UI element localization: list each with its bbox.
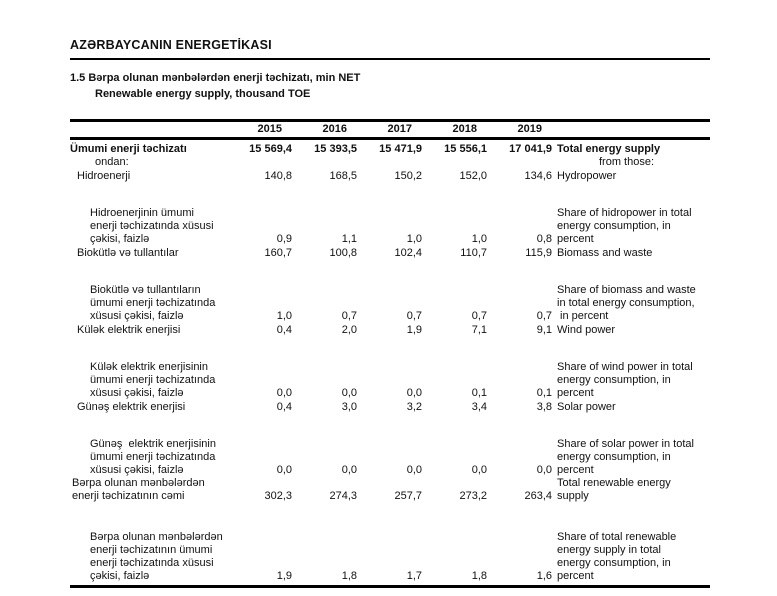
table-header-row bbox=[70, 119, 710, 140]
row-label-az bbox=[70, 401, 227, 414]
value-cell: 115,9 bbox=[525, 247, 552, 259]
document-title: AZƏRBAYCANIN ENERGETİKASI bbox=[70, 0, 710, 60]
value-cell: 150,2 bbox=[394, 170, 422, 182]
label-line: ümumi enerji təchizatında bbox=[90, 297, 216, 309]
label-line: xüsusi çəkisi, faizlə bbox=[90, 310, 184, 322]
value-cell: 1,0 bbox=[471, 233, 487, 245]
row-label-en bbox=[552, 477, 710, 503]
table-row bbox=[70, 246, 710, 260]
label-line: Share of wind power in total bbox=[557, 361, 693, 373]
label-line: Günəş elektrik enerjisinin bbox=[90, 438, 216, 450]
value-cell: 263,4 bbox=[524, 490, 552, 502]
value-cell: 15 471,9 bbox=[379, 143, 422, 155]
label-line: in total energy consumption, bbox=[557, 297, 695, 309]
value-cell: 168,5 bbox=[329, 170, 357, 182]
label-line: Share of hidropower in total bbox=[557, 207, 692, 219]
row-label-en bbox=[552, 361, 710, 400]
label-line: Share of total renewable bbox=[557, 531, 677, 543]
label-line: percent bbox=[557, 570, 594, 582]
table-row bbox=[70, 207, 710, 246]
label-line: enerji təchizatında xüsusi bbox=[90, 557, 214, 569]
row-label-az bbox=[70, 170, 227, 183]
value-cell: 0,8 bbox=[536, 233, 552, 245]
label-line: Biokütlə və tullantıların bbox=[90, 284, 201, 296]
value-cell: 102,4 bbox=[394, 247, 422, 259]
row-label-az bbox=[70, 247, 227, 260]
year-column-header: 2019 bbox=[517, 123, 542, 135]
value-cell: 1,0 bbox=[276, 310, 292, 322]
table-row bbox=[70, 531, 710, 583]
label-line: Hidroenerjinin ümumi bbox=[90, 207, 194, 219]
row-label-en bbox=[552, 207, 710, 246]
label-line: Bərpa olunan mənbələrdən bbox=[90, 531, 223, 543]
value-cell: 0,0 bbox=[341, 387, 357, 399]
value-cell: 17 041,9 bbox=[509, 143, 552, 155]
label-line: energy consumption, in bbox=[557, 220, 671, 232]
value-cell: 140,8 bbox=[264, 170, 292, 182]
row-label-az bbox=[70, 477, 227, 503]
row-label-en bbox=[552, 284, 710, 323]
row-label-en bbox=[552, 143, 710, 169]
label-line: percent bbox=[557, 464, 594, 476]
value-cell: 1,0 bbox=[406, 233, 422, 245]
value-cell: 1,8 bbox=[471, 570, 487, 582]
page-content bbox=[70, 0, 710, 588]
value-cell: 0,0 bbox=[536, 464, 552, 476]
label-line: Hydropower bbox=[557, 170, 617, 182]
table-caption-en: Renewable energy supply, thousand TOE bbox=[95, 87, 311, 100]
row-label-en bbox=[552, 324, 710, 337]
row-label-az bbox=[70, 361, 227, 400]
value-cell: 1,1 bbox=[341, 233, 357, 245]
value-cell: 110,7 bbox=[460, 247, 487, 259]
table-row bbox=[70, 361, 710, 400]
table-caption bbox=[70, 71, 710, 102]
value-cell: 100,8 bbox=[329, 247, 357, 259]
value-cell: 1,8 bbox=[341, 570, 357, 582]
value-cell: 134,6 bbox=[524, 170, 552, 182]
row-label-en bbox=[552, 438, 710, 477]
value-cell: 15 569,4 bbox=[249, 143, 292, 155]
table-row bbox=[70, 323, 710, 337]
label-line: supply bbox=[557, 490, 589, 502]
label-line: Ümumi enerji təchizatı bbox=[70, 143, 187, 155]
label-line: Biokütlə və tullantılar bbox=[77, 247, 179, 259]
label-line: percent bbox=[557, 387, 594, 399]
value-cell: 0,7 bbox=[471, 310, 487, 322]
value-cell: 273,2 bbox=[459, 490, 487, 502]
value-cell: 1,9 bbox=[276, 570, 292, 582]
label-line: Share of solar power in total bbox=[557, 438, 694, 450]
value-cell: 1,6 bbox=[536, 570, 552, 582]
value-cell: 1,9 bbox=[406, 324, 422, 336]
value-cell: 0,0 bbox=[276, 464, 292, 476]
renewable-energy-table bbox=[70, 119, 710, 588]
row-label-az bbox=[70, 284, 227, 323]
label-line: Wind power bbox=[557, 324, 616, 336]
row-label-en bbox=[552, 247, 710, 260]
year-column-header: 2018 bbox=[452, 123, 477, 135]
label-line: xüsusi çəkisi, faizlə bbox=[90, 464, 184, 476]
label-line: Hidroenerji bbox=[77, 170, 131, 182]
value-cell: 0,0 bbox=[341, 464, 357, 476]
table-body bbox=[70, 140, 710, 588]
label-line: enerji təchizatında xüsusi bbox=[90, 220, 214, 232]
row-label-az bbox=[70, 324, 227, 337]
value-cell: 274,3 bbox=[329, 490, 357, 502]
label-line: Total energy supply bbox=[557, 143, 661, 155]
row-label-az bbox=[70, 207, 227, 246]
label-line: Biomass and waste bbox=[557, 247, 653, 259]
year-column-header: 2015 bbox=[257, 123, 282, 135]
row-label-az bbox=[70, 143, 227, 169]
value-cell: 0,1 bbox=[471, 387, 487, 399]
table-row bbox=[70, 140, 710, 169]
value-cell: 0,4 bbox=[276, 401, 292, 413]
label-line: çəkisi, faizlə bbox=[90, 570, 150, 582]
label-line: Bərpa olunan mənbələrdən bbox=[72, 477, 205, 489]
value-cell: 160,7 bbox=[264, 247, 292, 259]
value-cell: 0,4 bbox=[276, 324, 292, 336]
table-row bbox=[70, 284, 710, 323]
label-line: ondan: bbox=[95, 156, 129, 168]
label-line: percent bbox=[557, 233, 594, 245]
label-line: from those: bbox=[599, 156, 655, 168]
value-cell: 0,0 bbox=[406, 387, 422, 399]
label-line: enerji təchizatının cəmi bbox=[72, 490, 185, 502]
label-line: Külək elektrik enerjisi bbox=[77, 324, 181, 336]
header-label-az-spacer bbox=[70, 123, 227, 136]
value-cell: 0,7 bbox=[536, 310, 552, 322]
value-cell: 2,0 bbox=[341, 324, 357, 336]
table-row bbox=[70, 477, 710, 503]
label-line: enerji təchizatının ümumi bbox=[90, 544, 213, 556]
value-cell: 9,1 bbox=[536, 324, 552, 336]
year-column-header: 2017 bbox=[387, 123, 412, 135]
label-line: energy supply in total bbox=[557, 544, 661, 556]
value-cell: 0,0 bbox=[406, 464, 422, 476]
header-label-en-spacer bbox=[552, 123, 710, 136]
label-line: Külək elektrik enerjisinin bbox=[90, 361, 208, 373]
value-cell: 3,8 bbox=[536, 401, 552, 413]
value-cell: 3,2 bbox=[406, 401, 422, 413]
row-label-az bbox=[70, 531, 227, 583]
table-row bbox=[70, 438, 710, 477]
value-cell: 3,0 bbox=[341, 401, 357, 413]
value-cell: 0,0 bbox=[471, 464, 487, 476]
label-line: çəkisi, faizlə bbox=[90, 233, 150, 245]
value-cell: 0,0 bbox=[276, 387, 292, 399]
label-line: energy consumption, in bbox=[557, 557, 671, 569]
row-label-az bbox=[70, 438, 227, 477]
value-cell: 0,9 bbox=[276, 233, 292, 245]
label-line: in percent bbox=[557, 310, 609, 322]
value-cell: 0,7 bbox=[341, 310, 357, 322]
row-label-en bbox=[552, 531, 710, 583]
label-line: Solar power bbox=[557, 401, 616, 413]
label-line: Total renewable energy bbox=[557, 477, 671, 489]
value-cell: 3,4 bbox=[471, 401, 487, 413]
value-cell: 15 393,5 bbox=[314, 143, 357, 155]
value-cell: 15 556,1 bbox=[444, 143, 487, 155]
label-line: energy consumption, in bbox=[557, 374, 671, 386]
table-row bbox=[70, 169, 710, 183]
value-cell: 152,0 bbox=[459, 170, 487, 182]
value-cell: 1,7 bbox=[406, 570, 422, 582]
label-line: energy consumption, in bbox=[557, 451, 671, 463]
row-label-en bbox=[552, 401, 710, 414]
label-line: ümumi enerji təchizatında bbox=[90, 374, 216, 386]
label-line: xüsusi çəkisi, faizlə bbox=[90, 387, 184, 399]
year-column-header: 2016 bbox=[322, 123, 347, 135]
value-cell: 0,1 bbox=[536, 387, 552, 399]
label-line: Günəş elektrik enerjisi bbox=[77, 401, 186, 413]
value-cell: 257,7 bbox=[394, 490, 422, 502]
row-label-en bbox=[552, 170, 710, 183]
table-caption-az: 1.5 Bərpa olunan mənbələrdən enerji təchizatı, min NET bbox=[70, 72, 361, 84]
value-cell: 302,3 bbox=[264, 490, 292, 502]
value-cell: 0,7 bbox=[406, 310, 422, 322]
label-line: Share of biomass and waste bbox=[557, 284, 696, 296]
value-cell: 7,1 bbox=[471, 324, 487, 336]
table-row bbox=[70, 400, 710, 414]
label-line: ümumi enerji təchizatında bbox=[90, 451, 216, 463]
